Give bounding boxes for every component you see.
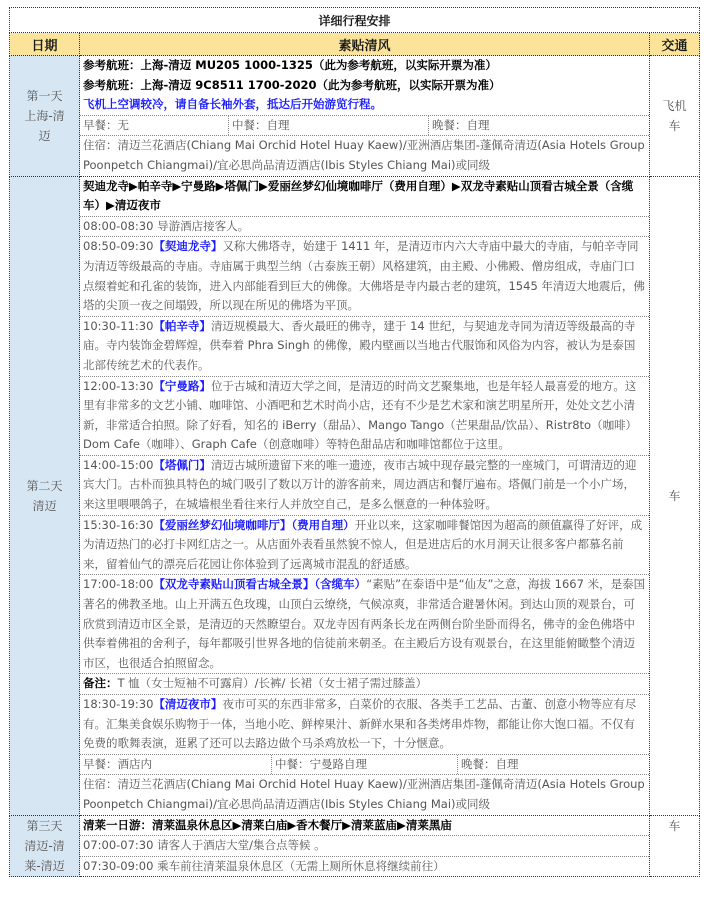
itinerary-table: [9, 7, 700, 877]
day2-s4-name: 【宁曼路】: [153, 378, 211, 393]
day2-label: [10, 176, 80, 815]
day2-lunch: 中餐：宁曼路自理: [271, 755, 457, 775]
day2-s8-text: 夜市可买的东西非常多，白菜价的衣服、各类手工艺品、古董、创意小物等应有尽有。汇集美食娱乐购物于一体，当地小吃、鲜榨果汁、新鲜水果和各类烤串炸物，都能让你大饱口福。不仅有免费的歌舞表演，逛累了还可以去路边做个马杀鸡放松一下，十分惬意。: [83, 697, 637, 751]
day1-transport-line2: 车: [668, 118, 681, 133]
day2-s6-name: 【爱丽丝梦幻仙境咖啡厅】（费用自理）: [153, 517, 355, 532]
day1-label: [10, 56, 80, 177]
day2-dinner: 晚餐：自理: [457, 755, 649, 775]
day2-s3-time: 10:30-11:30: [83, 318, 154, 333]
day2-s4-time: 12:00-13:30: [83, 378, 154, 393]
day1-row: [10, 56, 700, 177]
day1-transport-line1: 飞机: [662, 98, 687, 113]
day2-s5-text: 清迈古城所遗留下来的唯一遗迹，夜市古城中现存最完整的一座城门，可谓清迈的迎宾大门。古朴而独具特色的城门吸引了数以万计的游客前来，周边酒店和餐厅遍布。塔佩门前是一个小广场，来这里喂喂鸽子，在城墙根坐看往来行人并放空自己，是多么惬意的一种体验呀。: [83, 457, 637, 512]
day2-s7: [80, 574, 649, 673]
day2-s8-name: 【清迈夜市】: [153, 697, 223, 711]
day2-s7-name: 【双龙寺素贴山顶看古城全景】（含缆车）: [153, 577, 367, 592]
header-date: 日期: [10, 33, 80, 56]
day2-s1: 08:00-08:30 导游酒店接客人。: [80, 216, 649, 237]
day2-label-line1: 第二天: [26, 478, 63, 493]
day1-transport: [650, 56, 700, 177]
day1-breakfast: 早餐：无: [83, 117, 129, 132]
header-transport: 交通: [650, 33, 700, 56]
day2-route: 契迪龙寺▶帕辛寺▶宁曼路▶塔佩门▶爱丽丝梦幻仙境咖啡厅（费用自理）▶双龙寺素贴山顶看古城全景（含缆车）▶清迈夜市: [83, 178, 634, 213]
day2-s3-name: 【帕辛寺】: [153, 318, 211, 333]
day2-s4: [80, 376, 649, 455]
header-route: 素贴清风: [80, 33, 650, 56]
day1-meals: [80, 115, 649, 137]
day1-hotel: 住宿：清迈兰花酒店(Chiang Mai Orchid Hotel Huay Kaew)/亚洲酒店集团-蓬佩奇清迈(Asia Hotels Group Poonpetch Chiangmai)/宜必思尚品清迈酒店(Ibis Styles Chiang Mai)或同级: [83, 138, 645, 172]
day2-s2-time: 08:50-09:30: [83, 239, 154, 254]
header-row: [10, 33, 700, 56]
day3-route: 清莱一日游：清莱温泉休息区▶清莱白庙▶香木餐厅▶清莱蓝庙▶清莱黑庙: [83, 817, 452, 832]
day3-s1: 07:00-07:30 请客人于酒店大堂/集合点等候 。: [80, 835, 649, 856]
day3-row: [10, 815, 700, 877]
day2-s5-time: 14:00-15:00: [83, 457, 154, 472]
day1-label-line2: 上海-清: [24, 108, 65, 123]
day2-content: [80, 176, 650, 815]
day2-note: [80, 673, 649, 694]
day2-note-text: T 恤（女士短袖不可露肩）/长裤/ 长裙（女士裙子需过膝盖）: [117, 676, 428, 691]
day2-s8-time: 18:30-19:30: [83, 697, 154, 711]
day2-s5: [80, 455, 649, 515]
day1-content: [80, 56, 650, 177]
day3-label-line2: 清迈-清: [24, 838, 65, 853]
day3-label: [10, 815, 80, 877]
day2-s7-text: “素贴”在泰语中是“仙友”之意，海拔 1667 米，是泰国著名的佛教圣地。山上开满五色玫瑰，山顶白云缭绕，气候凉爽，非常适合避暑休闲。到达山顶的观景台，可欣赏到清迈市区全景，是清迈的天然瞭望台。双龙寺因有两条长龙在两侧台阶坐卧而得名，佛寺的金色佛塔中供奉着佛祖的舍利子，每年都吸引世界各地的信徒前来朝圣。在主殿后方设有观景台，在这里能俯瞰整个清迈市区，也很适合拍照留念。: [83, 577, 646, 670]
day3-label-line1: 第三天: [26, 818, 63, 833]
day1-notice: 飞机上空调较冷，请自备长袖外套，抵达后开始游览行程。: [83, 97, 382, 112]
day2-label-line2: 清迈: [32, 498, 57, 513]
day3-label-line3: 莱-清迈: [24, 858, 65, 873]
day2-hotel: 住宿：清迈兰花酒店(Chiang Mai Orchid Hotel Huay Kaew)/亚洲酒店集团-蓬佩奇清迈(Asia Hotels Group Poonpetch Chiangmai)/宜必思尚品清迈酒店(Ibis Styles Chiang Mai)或同级: [83, 777, 645, 811]
day2-s5-name: 【塔佩门】: [153, 457, 211, 472]
day2-s6-text: 开业以来，这家咖啡餐馆因为超高的颜值赢得了好评，成为清迈热门的必打卡网红店之一。从店面外表看虽然貌不惊人，但是进店后的水月洞天让很多客户都慕名前来，留着仙气的漂亮后花园让你体验到了远离城市混乱的舒适感。: [83, 517, 643, 571]
day2-row: [10, 176, 700, 815]
day1-lunch: 中餐：自理: [228, 116, 428, 136]
day3-s2: 07:30-09:00 乘车前往清莱温泉休息区（无需上厕所休息将继续前往）: [80, 856, 649, 877]
day2-s2-name: 【契迪龙寺】: [153, 239, 223, 254]
day2-note-label: 备注：: [83, 676, 118, 691]
day1-label-line3: 迈: [38, 128, 51, 143]
day1-label-line1: 第一天: [26, 88, 63, 103]
day2-s2-text: 又称大佛塔寺，始建于 1411 年，是清迈市内六大寺庙中最大的寺庙，与帕辛寺同为清迈等级最高的寺庙。寺庙属于典型兰纳（古泰族王朝）风格建筑，由主殿、小佛殿、僧房组成，寺庙门口点缀着蛇和孔雀的装饰，进入内部能看到巨大的佛像。大佛塔是寺内最古老的建筑，1545 年清迈大地震后，佛塔的尖顶一夜之间塌毁，所以现在所见的佛塔为平顶。: [83, 239, 645, 313]
table-title: 详细行程安排: [10, 8, 700, 33]
day1-dinner: 晚餐：自理: [428, 116, 649, 136]
day2-breakfast: 早餐：酒店内: [83, 756, 152, 771]
day1-flight2: 参考航班：上海-清迈 9C8511 1700-2020（此为参考航班，以实际开票为准）: [83, 77, 501, 92]
day2-s6: [80, 515, 649, 575]
day3-transport: 车: [650, 815, 700, 877]
day2-s3-text: 清迈规模最大、香火最旺的佛寺，建于 14 世纪，与契迪龙寺同为清迈等级最高的寺庙。寺内装饰金碧辉煌，供奉着 Phra Singh 的佛像，殿内壁画以当地古代服饰和风俗为内容，被认为是泰国北部传统艺术的代表作。: [83, 318, 636, 372]
day1-flight1: 参考航班：上海-清迈 MU205 1000-1325（此为参考航班，以实际开票为准）: [83, 58, 497, 72]
day2-s8: [80, 694, 649, 754]
day2-meals: [80, 754, 649, 776]
day2-transport: 车: [650, 176, 700, 815]
day2-s4-text: 位于古城和清迈大学之间，是清迈的时尚文艺聚集地，也是年轻人最喜爱的地方。这里有非常多的文艺小铺、咖啡馆、小酒吧和艺术时尚小店，还有不少是艺术家和演艺明星所开，处处文艺小清新，非常适合拍照。除了好看，知名的 iBerry（甜品）、Mango Tango（芒果甜品/饮品）、Ristr8to（咖啡）Dom Cafe（咖啡）、Graph Cafe（创意咖啡）等特色甜品店和咖啡馆都位于这里。: [83, 378, 638, 452]
day2-s3: [80, 316, 649, 376]
day2-s2: [80, 236, 649, 315]
day3-content: [80, 815, 650, 877]
day2-s7-time: 17:00-18:00: [83, 577, 154, 592]
itinerary-sheet: [9, 7, 699, 877]
day2-s6-time: 15:30-16:30: [83, 517, 154, 532]
